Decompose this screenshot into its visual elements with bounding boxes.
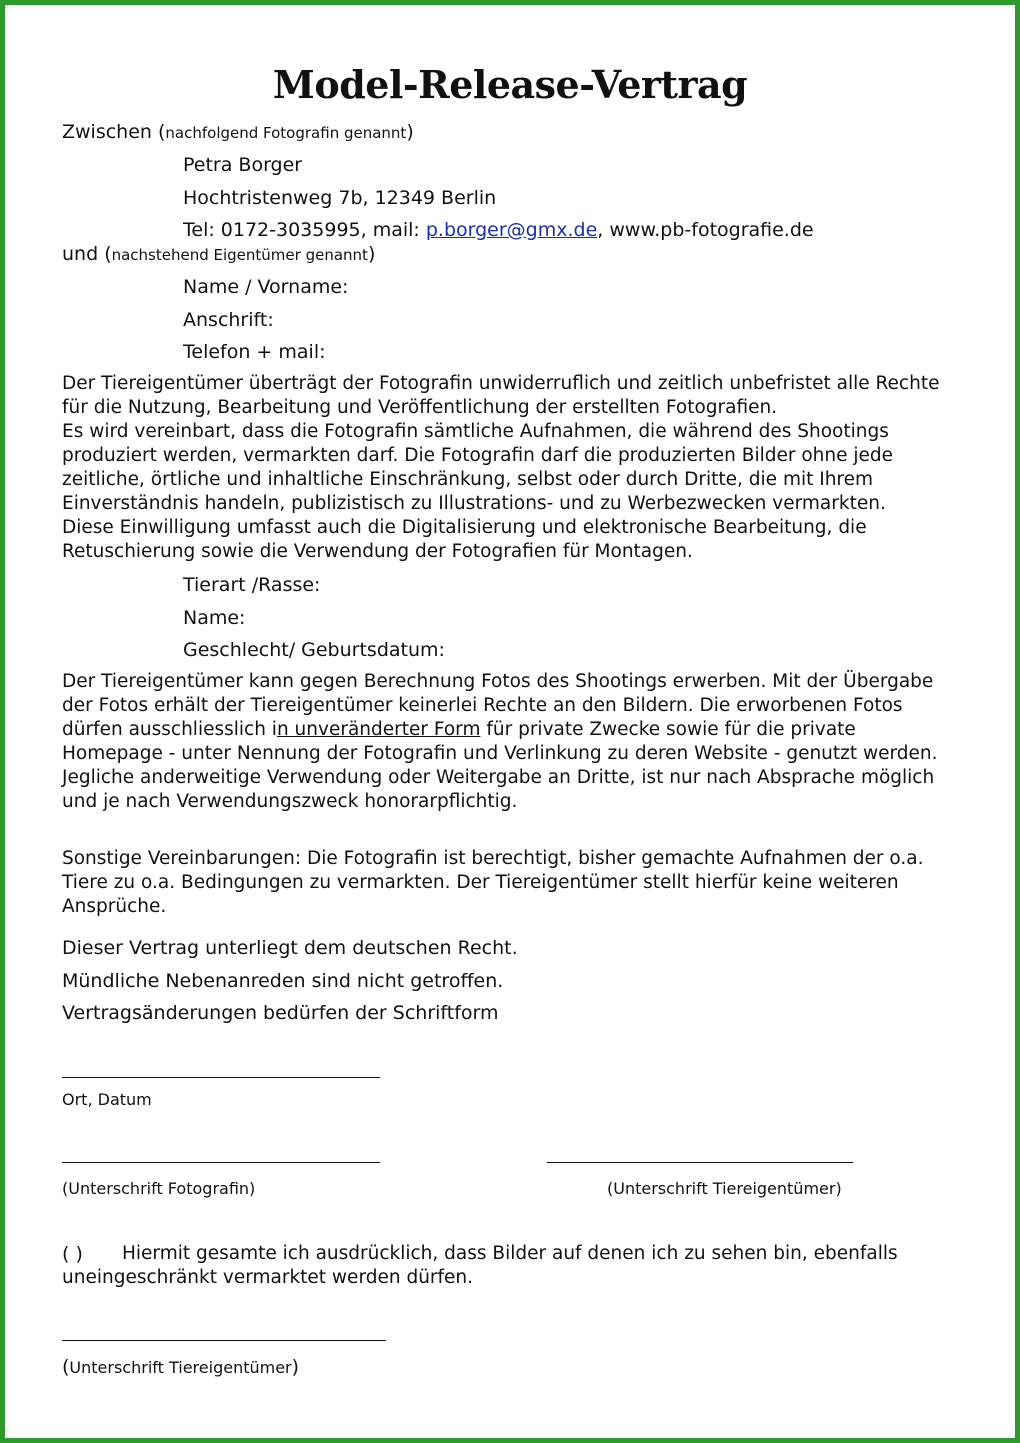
owner-address-field: Anschrift:	[183, 309, 274, 331]
party1-intro: Zwischen (nachfolgend Fotografin genannt)	[62, 121, 414, 143]
purchase-text-after: für private Zwecke sowie für die private Homepage - unter Nennung der Fotografin und Verlinkung zu deren Website - genutzt werden. Jegliche anderweitige Verwendung oder Weitergabe an Dritte, ist nur nach Absprache möglich und je nach Verwendungszweck honorarpflichtig.	[62, 719, 938, 812]
legal-line-written-form: Vertragsänderungen bedürfen der Schriftform	[62, 1002, 499, 1024]
owner-name-field: Name / Vorname:	[183, 276, 349, 298]
party1-intro-word: Zwischen	[62, 121, 152, 143]
owner-signature-label: (Unterschrift Tiereigentümer)	[607, 1179, 842, 1198]
photographer-signature-label: (Unterschrift Fotografin)	[62, 1179, 256, 1198]
document-title: Model-Release-Vertrag	[272, 62, 748, 107]
animal-name-field: Name:	[183, 607, 246, 629]
party2-intro-word: und	[62, 243, 99, 265]
photographer-contact	[183, 218, 814, 242]
paragraph-rights: Der Tiereigentümer überträgt der Fotografin unwiderruflich und zeitlich unbefristet alle Rechte für die Nutzung, Bearbeitung und Veröffentlichung der erstellten Fotografien.	[62, 373, 940, 418]
party1-intro-note: nachfolgend Fotografin genannt	[165, 124, 407, 142]
legal-line-side-agreements: Mündliche Nebenanreden sind nicht getroffen.	[62, 970, 504, 992]
purchase-text-underlined: n unveränderter Form	[276, 719, 481, 740]
party2-intro: und (nachstehend Eigentümer genannt)	[62, 243, 376, 265]
animal-sex-birthdate-field: Geschlecht/ Geburtsdatum:	[183, 639, 445, 661]
place-date-line	[62, 1077, 380, 1078]
place-date-label: Ort, Datum	[62, 1090, 152, 1109]
photographer-signature-line	[62, 1162, 380, 1163]
photographer-address: Hochtristenweg 7b, 12349 Berlin	[183, 187, 497, 209]
owner-signature-line-2	[62, 1340, 386, 1341]
party2-intro-note: nachstehend Eigentümer genannt	[111, 246, 368, 264]
paragraph-other-agreements: Sonstige Vereinbarungen: Die Fotografin ist berechtigt, bisher gemachte Aufnahmen der o.a. Tiere zu o.a. Bedingungen zu vermarkten. Der Tiereigentümer stellt hierfür keine weiteren Ansprüche.	[62, 848, 924, 917]
owner-signature-label-2: (Unterschrift Tiereigentümer)	[62, 1356, 300, 1378]
paragraph-digitalization: Diese Einwilligung umfasst auch die Digitalisierung und elektronische Bearbeitung, die Retuschierung sowie die Verwendung der Fotografien für Montagen.	[62, 517, 867, 562]
paragraph-purchase	[62, 670, 962, 814]
consent-text: Hiermit gesamte ich ausdrücklich, dass Bilder auf denen ich zu sehen bin, ebenfalls uneingeschränkt vermarktet werden dürfen.	[62, 1243, 898, 1288]
photographer-name: Petra Borger	[183, 154, 303, 176]
website-text: , www.pb-fotografie.de	[597, 219, 814, 241]
email-link[interactable]: p.borger@gmx.de	[425, 219, 598, 241]
purchase-text-before: Der Tiereigentümer kann gegen Berechnung Fotos des Shootings erwerben. Mit der Übergabe der Fotos erhält der Tiereigentümer keinerlei Rechte an den Bildern. Die erworbenen Fotos dürfen ausschliesslich i	[62, 671, 934, 740]
consent-checkbox[interactable]: ( )	[62, 1243, 83, 1265]
contact-prefix: Tel: 0172-3035995, mail:	[183, 219, 426, 241]
legal-line-law: Dieser Vertrag unterliegt dem deutschen Recht.	[62, 937, 518, 959]
owner-signature-line	[547, 1162, 853, 1163]
owner-signature-label-2-text: Unterschrift Tiereigentümer	[69, 1358, 292, 1377]
paragraph-marketing: Es wird vereinbart, dass die Fotografin sämtliche Aufnahmen, die während des Shootings produziert werden, vermarkten darf. Die Fotografin darf die produzierten Bilder ohne jede zeitliche, örtliche und inhaltliche Einschränkung, selbst oder durch Dritte, die mit Ihrem Einverständnis handeln, publizistisch zu Illustrations- und zu Werbezwecken vermarkten.	[62, 421, 894, 514]
animal-species-field: Tierart /Rasse:	[183, 574, 321, 596]
owner-contact-field: Telefon + mail:	[183, 341, 326, 363]
